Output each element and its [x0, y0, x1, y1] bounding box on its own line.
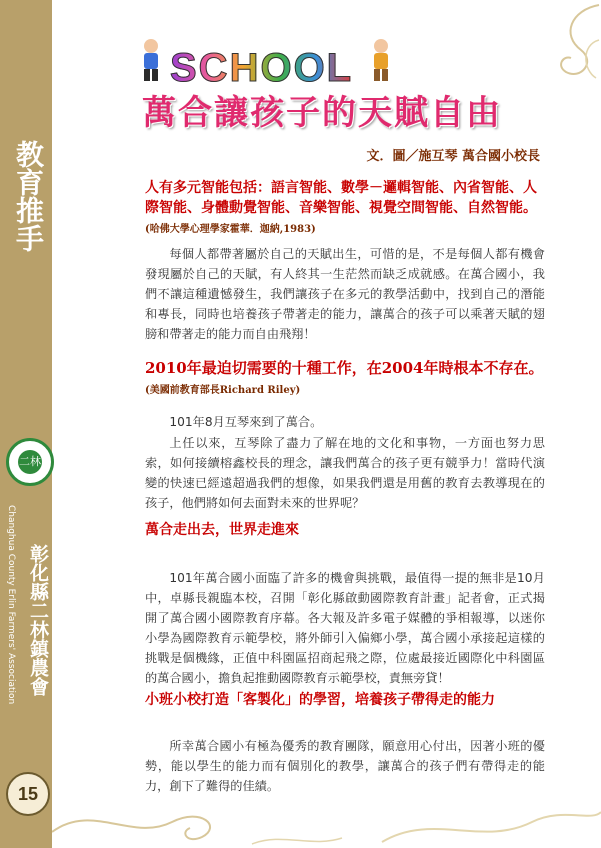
heading-text: 人有多元智能包括：語言智能、數學－邏輯智能、內省智能、人際智能、身體動覺智能、音樂智能、視覺空間智能、自然智能。	[145, 180, 537, 216]
section-title: 教育推手	[12, 140, 45, 252]
page-number: 15	[6, 772, 50, 816]
heading-text: 2010年最迫切需要的十種工作，在2004年時根本不存在。	[145, 359, 544, 377]
article-title: 萬合讓孩子的天賦自由	[142, 93, 502, 133]
article-byline: 文．圖／施互琴 萬合國小校長	[366, 149, 540, 164]
heading-text: 小班小校打造「客製化」的學習，培養孩子帶得走的能力	[145, 692, 495, 708]
child-left-icon	[138, 38, 164, 82]
section-heading	[145, 520, 545, 540]
section-heading	[145, 690, 545, 710]
farmers-association-logo	[6, 438, 54, 486]
heading-reference: (哈佛大學心理學家霍華．迦納,1983)	[145, 224, 316, 235]
paragraph: 101年8月互琴來到了萬合。	[169, 415, 323, 429]
child-right-icon	[368, 38, 394, 82]
paragraph: 上任以來，互琴除了盡力了解在地的文化和事物，一方面也努力思索，如何接續榕鑫校長的理念，讓我們萬合的孩子更有競爭力！當時代演變的快速已經遠超過我們的想像，如果我們還是用舊的教育去教導現在的孩子，他們將如何去面對未來的世界呢？	[145, 436, 545, 510]
heading-reference: (美國前教育部長Richard Riley)	[145, 385, 301, 396]
paragraph: 101年萬合國小面臨了許多的機會與挑戰，最值得一提的無非是10月中，卓縣長親臨本校，召開「彰化縣啟動國際教育計畫」記者會，正式揭開了萬合國小國際教育序幕。各大報及許多電子媒體的爭相報導，以迷你小學為國際教育示範學校，將外師引入偏鄉小學，萬合國小承接起這樣的挑戰是個機緣，正值中科園區招商起飛之際，位處最接近國際化中科園區的萬合國小，擔負起推動國際教育示範學校，責無旁貸！	[145, 571, 545, 685]
logo-mark: 二林	[18, 450, 42, 474]
org-name-en: Changhua County Erlin Farmers' Association	[6, 505, 16, 705]
decorative-swirl-bottom-icon	[52, 792, 601, 848]
section-heading	[145, 358, 545, 401]
heading-text: 萬合走出去，世界走進來	[145, 522, 299, 538]
school-banner	[70, 30, 420, 90]
section-heading	[145, 178, 545, 240]
org-name-en-wrapper	[4, 505, 17, 735]
sidebar	[0, 0, 52, 848]
org-name-zh: 彰化縣二林鎮農會	[27, 544, 49, 696]
paragraph: 所幸萬合國小有極為優秀的教育團隊，願意用心付出，因著小班的優勢，能以學生的能力而有個別化的教學，讓萬合的孩子們有帶得走的能力，創下了難得的佳績。	[145, 739, 545, 793]
paragraph: 每個人都帶著屬於自己的天賦出生，可惜的是，不是每個人都有機會發現屬於自己的天賦，有人終其一生茫然而缺乏成就感。在萬合國小，我們不讓這種遺憾發生，我們讓孩子在多元的教學活動中，找到自己的潛能和專長，同時也培養孩子帶著走的能力，讓萬合的孩子可以乘著天賦的翅膀和帶著走的能力而自由飛翔！	[145, 247, 545, 341]
school-word-text: SCHOOL	[170, 46, 354, 90]
